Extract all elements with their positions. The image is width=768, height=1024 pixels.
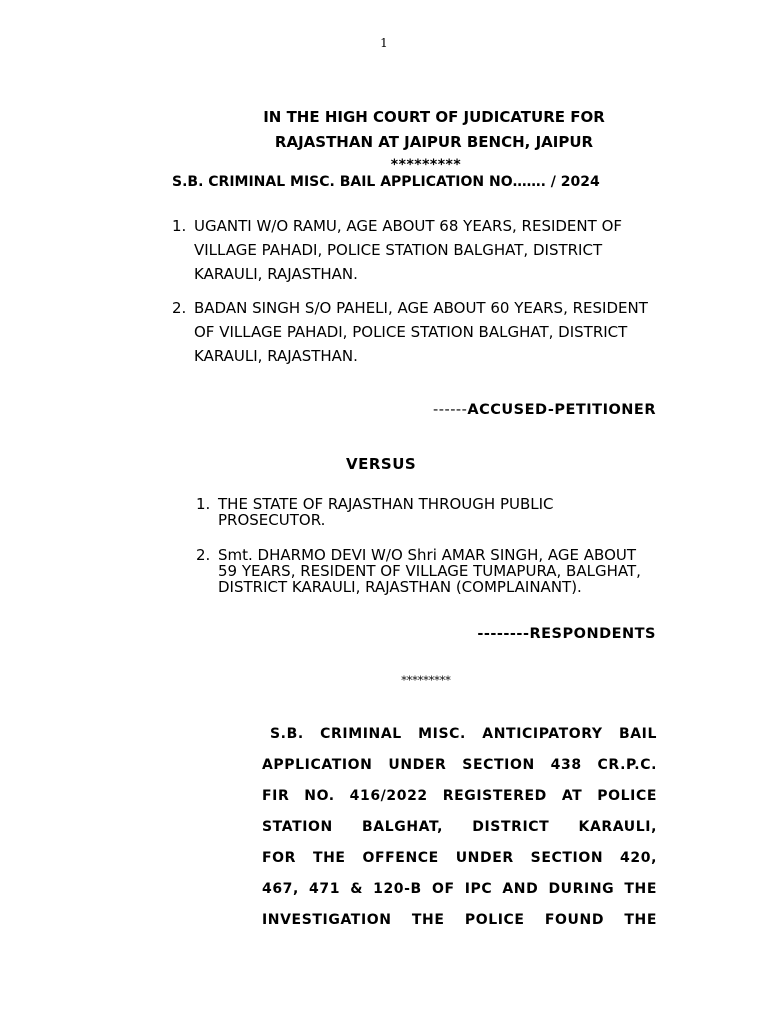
application-number: S.B. CRIMINAL MISC. BAIL APPLICATION NO……. / 2024 [172,174,600,190]
court-title-line-1: IN THE HIGH COURT OF JUDICATURE FOR [263,108,605,126]
petitioner-item [172,296,672,392]
respondent-role [477,626,656,642]
petitioner-text: BADAN SINGH S/O PAHELI, AGE ABOUT 60 YEARS, RESIDENT OF VILLAGE PAHADI, POLICE STATION BALGHAT, DISTRICT KARAULI, RAJASTHAN. [194,299,648,365]
petitioner-text: UGANTI W/O RAMU, AGE ABOUT 68 YEARS, RESIDENT OF VILLAGE PAHADI, POLICE STATION BALGHAT, DISTRICT KARAULI, RAJASTHAN. [194,217,622,283]
divider-stars: ********* [401,674,451,687]
petitioner-item [172,214,672,286]
role-dashes: -------- [477,626,530,642]
list-number: 1. [172,217,187,235]
list-number: 2. [196,546,211,564]
heading-line: FIR NO. 416/2022 REGISTERED AT POLICE [262,788,657,804]
role-dashes: ------ [433,402,468,418]
court-stars: ********* [390,157,462,173]
role-label: RESPONDENTS [529,626,656,642]
respondent-text: Smt. DHARMO DEVI W/O Shri AMAR SINGH, AGE ABOUT 59 YEARS, RESIDENT OF VILLAGE TUMAPURA, BALGHAT, DISTRICT KARAULI, RAJASTHAN (COMPLAINANT). [218,546,641,596]
list-number: 2. [172,299,187,317]
page-number: 1 [380,36,388,50]
versus-heading: VERSUS [346,455,417,473]
heading-line: INVESTIGATION THE POLICE FOUND THE [262,912,657,928]
petitioner-role [433,402,656,418]
application-heading [262,724,657,941]
heading-line: STATION BALGHAT, DISTRICT KARAULI, [262,819,657,835]
heading-line: 467, 471 & 120-B OF IPC AND DURING THE [262,881,657,897]
role-label: ACCUSED-PETITIONER [467,402,656,418]
respondent-item [196,496,666,528]
heading-line: APPLICATION UNDER SECTION 438 CR.P.C. [262,757,657,773]
heading-line: S.B. CRIMINAL MISC. ANTICIPATORY BAIL [270,726,657,742]
list-number: 1. [196,495,211,513]
heading-line: FOR THE OFFENCE UNDER SECTION 420, [262,850,657,866]
respondent-item [196,547,666,611]
respondent-text: THE STATE OF RAJASTHAN THROUGH PUBLIC PROSECUTOR. [218,495,554,529]
court-title-line-2: RAJASTHAN AT JAIPUR BENCH, JAIPUR [274,133,594,151]
